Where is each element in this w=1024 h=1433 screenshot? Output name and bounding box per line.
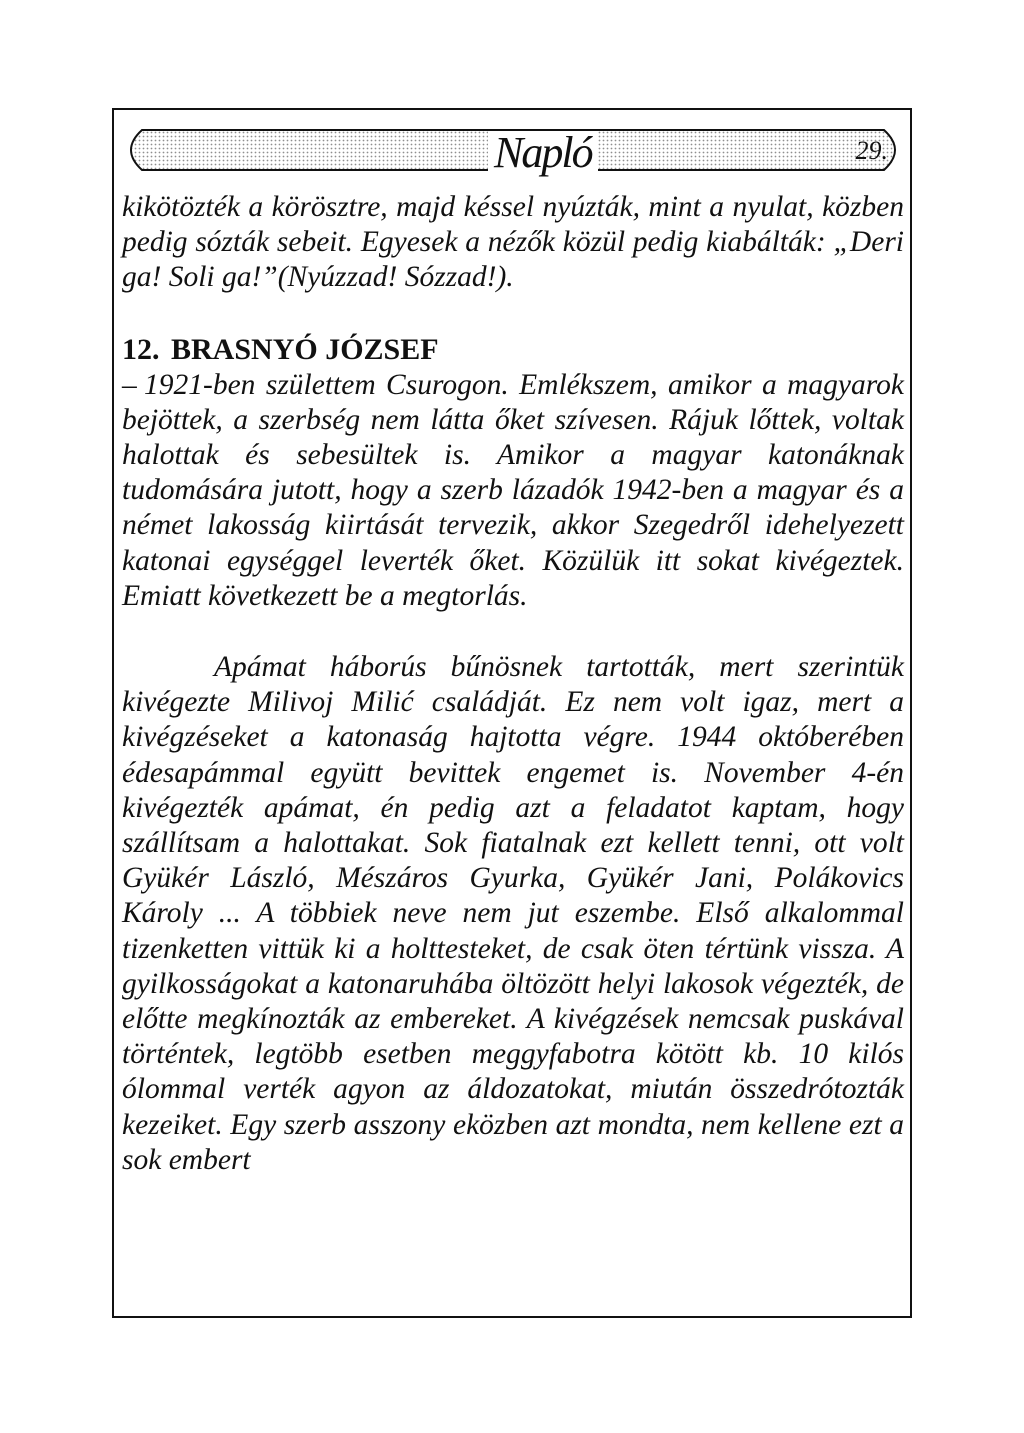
paragraph-1 (122, 368, 904, 614)
section-number: 12. (122, 332, 160, 366)
article-body (122, 190, 904, 1178)
dialogue-dash: – (122, 368, 137, 401)
section-heading (122, 332, 904, 368)
intro-paragraph: kikötözték a körösztre, majd késsel nyúzták, mint a nyulat, közben pedig sózták sebeit. Egyesek a nézők közül pedig kiabálták: „Deri ga! Soli ga!”(Nyúzzad! Sózzad!). (122, 191, 904, 294)
page-number: 29. (855, 136, 888, 165)
section-name: BRASNYÓ JÓZSEF (171, 332, 439, 366)
header-band (118, 127, 908, 177)
paragraph-1-text: 1921-ben születtem Csurogon. Emlékszem, amikor a magyarok bejöttek, a szerbség nem látta őket szívesen. Rájuk lőttek, voltak halottak és sebesültek is. Amikor a magyar katonáknak tudomására jutott, hogy a szerb lázadók 1942-ben a magyar és a német lakosság kiirtását tervezik, akkor Szegedről idehelyezett katonai egységgel leverték őket. Közülük itt sokat kivégeztek. Emiatt következett be a megtorlás. (122, 368, 904, 612)
napló-logo: Napló (488, 131, 598, 175)
paragraph-2: Apámat háborús bűnösnek tartották, mert szerintük kivégezte Milivoj Milić családját. Ez nem volt igaz, mert a kivégzéseket a katonaság hajtotta végre. 1944 októberében édesapámmal együtt bevittek engemet is. November 4-én kivégezték apámat, én pedig azt a feladatot kaptam, hogy szállítsam a halottakat. Sok fiatalnak ezt kellett tenni, ott volt Gyükér László, Mészáros Gyurka, Gyükér Jani, Polákovics Károly ... A többiek neve nem jut eszembe. Első alkalommal tizenketten vittük ki a holttesteket, de csak öten tértünk vissza. A gyilkosságokat a katonaruhába öltözött helyi lakosok végezték, de előtte megkínozták az embereket. A kivégzések nemcsak puskával történtek, legtöbb esetben meggyfabotra kötött kb. 10 kilós ólommal verték agyon az áldozatokat, miután összedrótozták kezeiket. Egy szerb asszony eközben azt mondta, nem kellene ezt a sok embert (122, 651, 904, 1176)
